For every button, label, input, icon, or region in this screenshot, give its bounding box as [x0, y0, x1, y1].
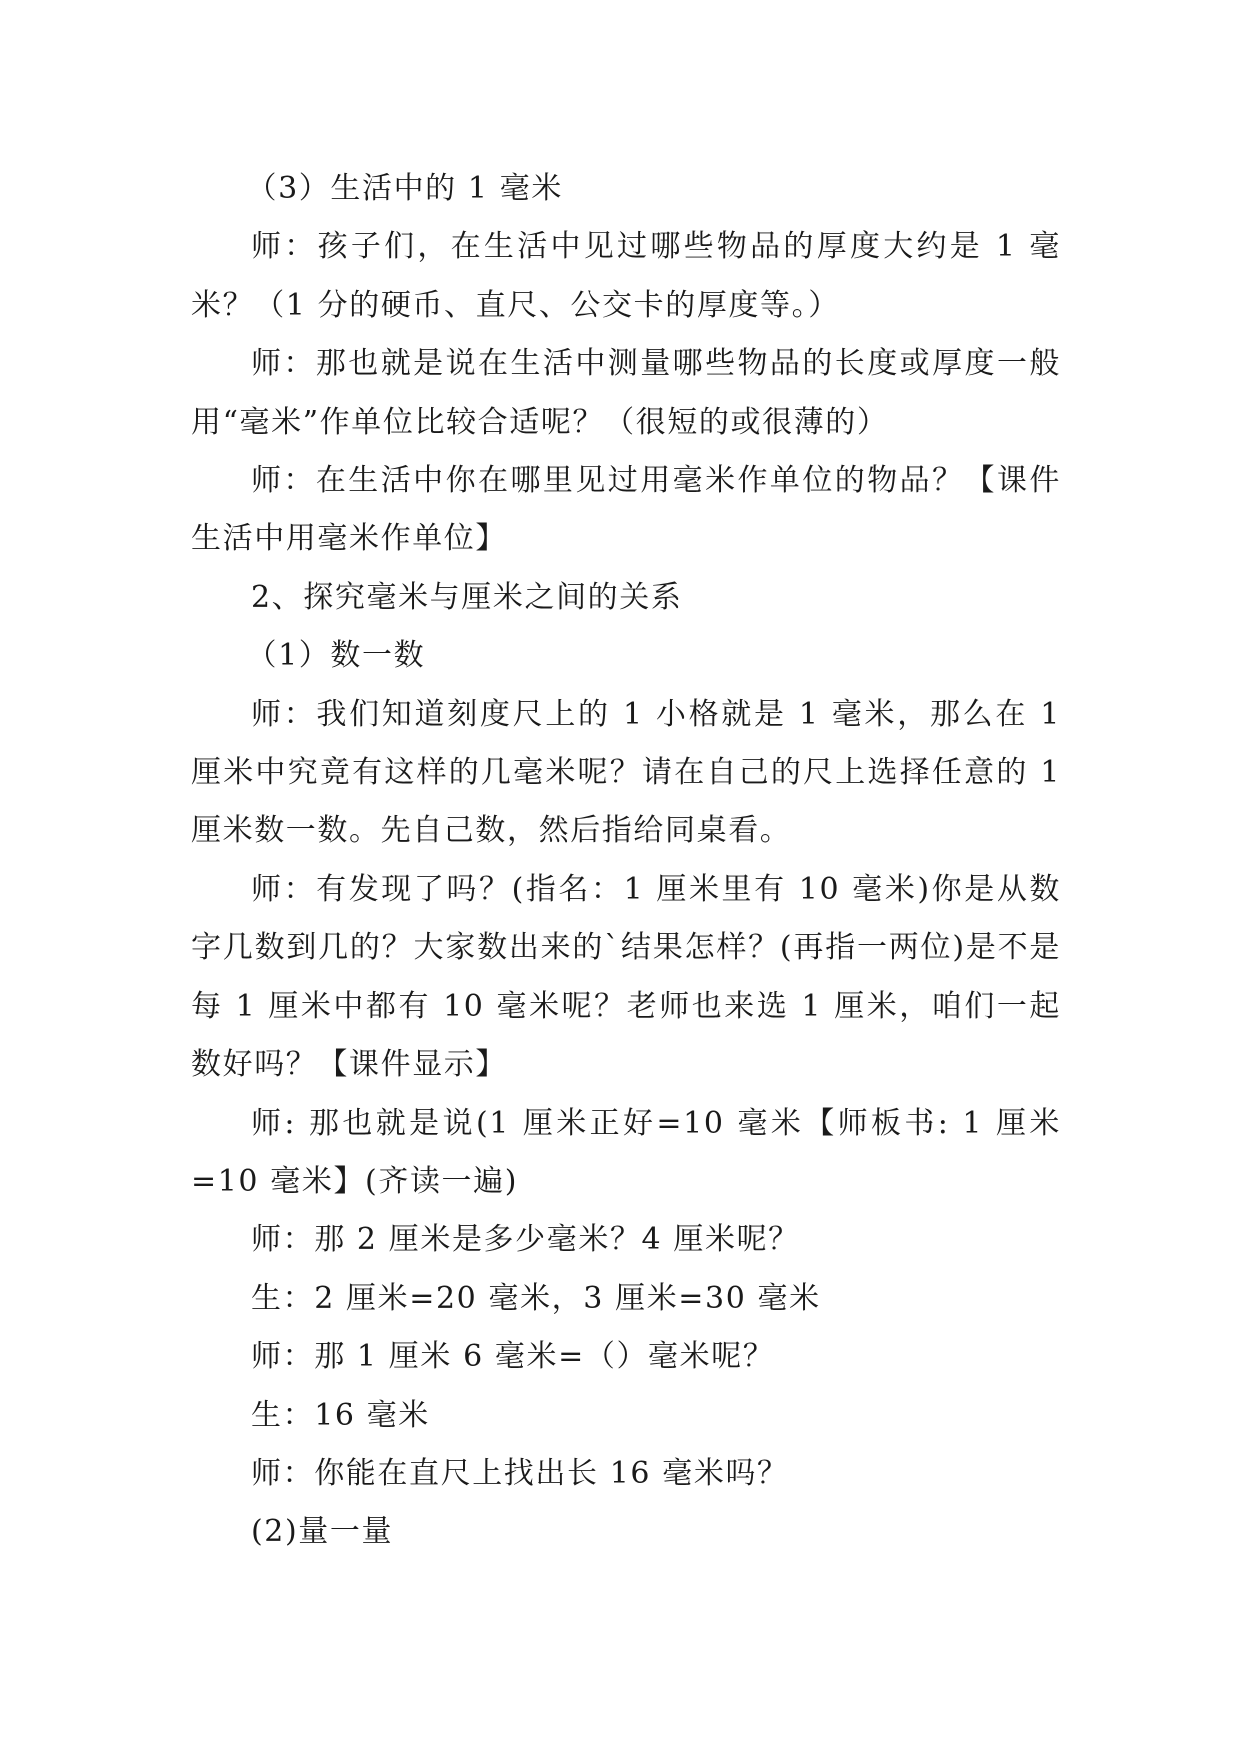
- document-page: [191, 160, 1061, 1562]
- paragraph: 师：有发现了吗？(指名：1 厘米里有 10 毫米)你是从数字几数到几的？大家数出来的`结果怎样？(再指一两位)是不是每 1 厘米中都有 10 毫米呢？老师也来选 1 厘米，咱们一起数好吗？【课件显示】: [191, 871, 1061, 1083]
- paragraph: 师: 那也就是说(1 厘米正好=10 毫米【师板书: 1 厘米=10 毫米】(齐读一遍): [191, 1105, 1061, 1199]
- paragraph: 师：孩子们，在生活中见过哪些物品的厚度大约是 1 毫米？（1 分的硬币、直尺、公交卡的厚度等。）: [191, 229, 1061, 323]
- paragraph: 师：那也就是说在生活中测量哪些物品的长度或厚度一般用“毫米”作单位比较合适呢？（很短的或很薄的）: [191, 346, 1061, 440]
- paragraph: 师：我们知道刻度尺上的 1 小格就是 1 毫米，那么在 1 厘米中究竟有这样的几毫米呢？请在自己的尺上选择任意的 1 厘米数一数。先自己数，然后指给同桌看。: [191, 696, 1061, 849]
- subsection-heading: (2)量一量: [251, 1514, 394, 1550]
- subsection-heading: （3）生活中的 1 毫米: [246, 171, 563, 206]
- paragraph: 师：在生活中你在哪里见过用毫米作单位的物品？【课件生活中用毫米作单位】: [191, 463, 1061, 557]
- paragraph: 生：16 毫米: [251, 1397, 430, 1433]
- paragraph: 师：那 1 厘米 6 毫米=（）毫米呢？: [251, 1339, 775, 1375]
- paragraph: 师：那 2 厘米是多少毫米？4 厘米呢？: [251, 1222, 800, 1258]
- subsection-heading: （1）数一数: [246, 638, 426, 674]
- section-heading: 2、探究毫米与厘米之间的关系: [251, 579, 683, 615]
- paragraph: 师：你能在直尺上找出长 16 毫米吗？: [251, 1455, 789, 1491]
- paragraph: 生：2 厘米=20 毫米，3 厘米=30 毫米: [251, 1280, 821, 1316]
